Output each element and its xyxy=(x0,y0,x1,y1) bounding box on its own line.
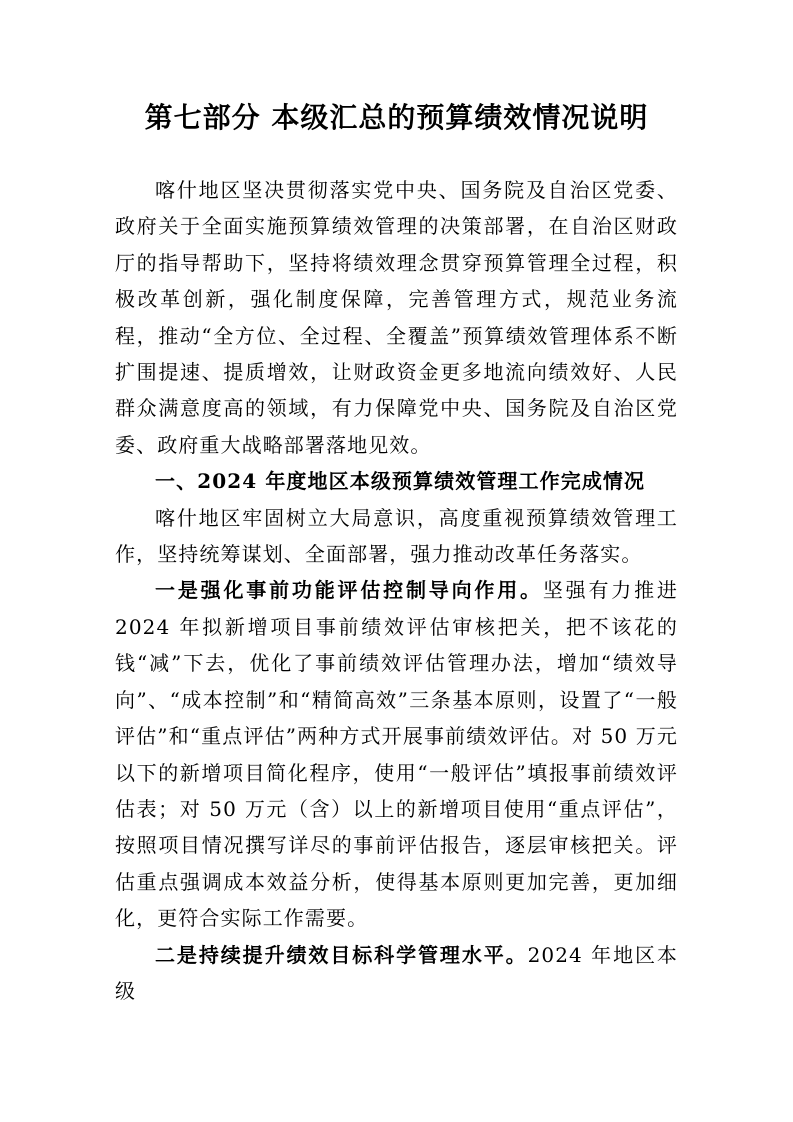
section-paragraph: 喀什地区牢固树立大局意识，高度重视预算绩效管理工作，坚持统筹谋划、全面部署，强力推动改革任务落实。 xyxy=(115,505,678,567)
point-two-lead: 二是持续提升绩效目标科学管理水平。 xyxy=(155,942,528,967)
section-heading: 一、2024 年度地区本级预算绩效管理工作完成情况 xyxy=(155,469,646,494)
page-title: 第七部分 本级汇总的预算绩效情况说明 xyxy=(144,101,649,134)
document-body xyxy=(115,172,678,1009)
point-one-lead: 一是强化事前功能评估控制导向作用。 xyxy=(155,578,543,603)
point-two-paragraph xyxy=(115,937,678,1010)
intro-paragraph: 喀什地区坚决贯彻落实党中央、国务院及自治区党委、政府关于全面实施预算绩效管理的决策部署，在自治区财政厅的指导帮助下，坚持将绩效理念贯穿预算管理全过程，积极改革创新，强化制度保障，完善管理方式，规范业务流程，推动“全方位、全过程、全覆盖”预算绩效管理体系不断扩围提速、提质增效，让财政资金更多地流向绩效好、人民群众满意度高的领域，有力保障党中央、国务院及自治区党委、政府重大战略部署落地见效。 xyxy=(115,178,678,457)
point-one-text: 坚强有力推进 2024 年拟新增项目事前绩效评估审核把关，把不该花的钱“减”下去，优化了事前绩效评估管理办法，增加“绩效导向”、“成本控制”和“精简高效”三条基本原则，设置了“一般评估”和“重点评估”两种方式开展事前绩效评估。对 50 万元以下的新增项目简化程序，使用“一般评估”填报事前绩效评估表；对 50 万元（含）以上的新增项目使用“重点评估”，按照项目情况撰写详尽的事前评估报告，逐层审核把关。评估重点强调成本效益分析，使得基本原则更加完善，更加细化，更符合实际工作需要。 xyxy=(115,578,678,931)
point-two-text: 2024 年地区本级 xyxy=(115,942,678,1003)
point-one-paragraph xyxy=(115,572,678,936)
